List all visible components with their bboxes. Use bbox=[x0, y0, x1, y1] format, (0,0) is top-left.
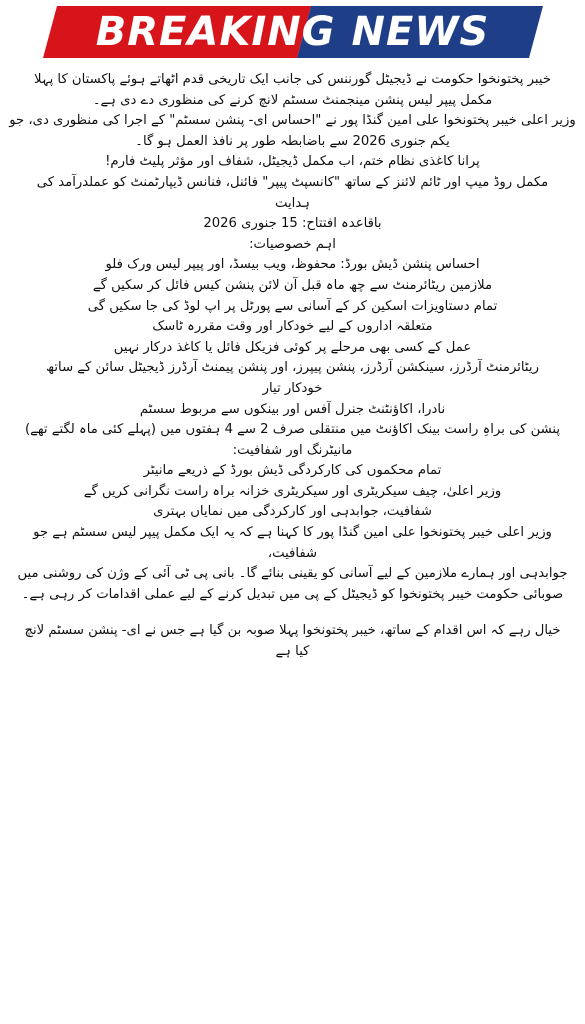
news-article bbox=[0, 58, 585, 663]
breaking-news-banner bbox=[43, 6, 543, 58]
closing-line: خیال رہے کہ اس اقدام کے ساتھ، خیبر پختونخوا پہلا صوبہ بن گیا ہے جس نے ای- پنشن سسٹم لانچ bbox=[24, 623, 561, 639]
article-line: یکم جنوری 2026 سے باضابطہ طور پر نافذ العمل ہو گا۔ bbox=[135, 133, 450, 149]
banner-word-breaking: BREAKING bbox=[95, 9, 336, 55]
feature-item: احساس پنشن ڈیش بورڈ: محفوظ، ویب بیسڈ، اور پیپر لیس ورک فلو bbox=[105, 257, 480, 273]
monitoring-item: وزیر اعلیٰ، چیف سیکریٹری اور سیکریٹری خزانہ براہ راست نگرانی کریں گے bbox=[83, 483, 502, 499]
article-line: ہدایت bbox=[275, 195, 310, 211]
article-line: مکمل پیپر لیس پنشن مینجمنٹ سسٹم لانچ کرنے کی منظوری دے دی ہے۔ bbox=[92, 92, 493, 108]
banner-word-news: NEWS bbox=[351, 9, 490, 55]
feature-item: تمام دستاویزات اسکین کر کے آسانی سے پورٹل پر اپ لوڈ کی جا سکیں گی bbox=[87, 298, 498, 314]
section-heading-features: اہم خصوصیات: bbox=[249, 236, 336, 252]
article-line: خیبر پختونخوا حکومت نے ڈیجیٹل گورننس کی جانب ایک تاریخی قدم اٹھاتے ہوئے پاکستان کا پہلا bbox=[33, 72, 552, 87]
feature-item: متعلقہ اداروں کے لیے خودکار اور وقت مقررہ ٹاسک bbox=[152, 319, 433, 335]
quote-line: جوابدہی اور ہمارے ملازمین کے لیے آسانی کو یقینی بنائے گا۔ بانی پی ٹی آئی کے وژن کی روشنی میں bbox=[17, 566, 568, 582]
quote-line: وزیر اعلی خیبر پختونخوا علی امین گنڈا پور کا کہنا ہے کہ یہ ایک مکمل پیپر لیس سسٹم ہے جو شفافیت، bbox=[33, 525, 552, 561]
paragraph-gap bbox=[8, 605, 577, 621]
feature-item: نادرا، اکاؤنٹنٹ جنرل آفس اور بینکوں سے مربوط سسٹم bbox=[139, 401, 446, 417]
feature-item: خودکار تیار bbox=[262, 380, 323, 396]
closing-line: کیا ہے bbox=[275, 644, 310, 660]
monitoring-item: شفافیت، جوابدہی اور کارکردگی میں نمایاں بہتری bbox=[153, 504, 432, 520]
section-heading-monitoring: مانیٹرنگ اور شفافیت: bbox=[232, 442, 353, 458]
monitoring-item: تمام محکموں کی کارکردگی ڈیش بورڈ کے ذریعے مانیٹر bbox=[143, 463, 442, 479]
feature-item: ریٹائرمنٹ آرڈرز، سینکشن آرڈرز، پنشن پیپرز، اور پنشن پیمنٹ آرڈرز ڈیجیٹل سائن کے ساتھ bbox=[46, 360, 539, 376]
article-line: پرانا کاغذی نظام ختم، اب مکمل ڈیجیٹل، شفاف اور مؤثر پلیٹ فارم! bbox=[105, 154, 480, 170]
feature-item: پنشن کی براہِ راست بینک اکاؤنٹ میں منتقلی صرف 2 سے 4 ہفتوں میں (پہلے کئی ماہ لگتے تھے) bbox=[24, 422, 561, 438]
quote-line: صوبائی حکومت خیبر پختونخوا کو ڈیجیٹل کے پی میں تبدیل کرنے کے لیے عملی اقدامات کر رہی ہے۔ bbox=[21, 586, 564, 602]
feature-item: ملازمین ریٹائرمنٹ سے چھ ماہ قبل آن لائن پنشن کیس فائل کر سکیں گے bbox=[92, 277, 493, 293]
article-line: وزیر اعلی خیبر پختونخوا علی امین گنڈا پور نے "احساس ای- پنشن سسٹم" کے اجرا کی منظوری دی، جو bbox=[9, 113, 576, 129]
feature-item: عمل کے کسی بھی مرحلے پر کوئی فزیکل فائل یا کاغذ درکار نہیں bbox=[113, 339, 472, 355]
article-line: مکمل روڈ میپ اور ٹائم لائنز کے ساتھ "کانسپٹ پیپر" فائنل، فنانس ڈیپارٹمنٹ کو عملدرآمد کی bbox=[36, 174, 549, 190]
inauguration-date: باقاعدہ افتتاح: 15 جنوری 2026 bbox=[203, 216, 382, 232]
